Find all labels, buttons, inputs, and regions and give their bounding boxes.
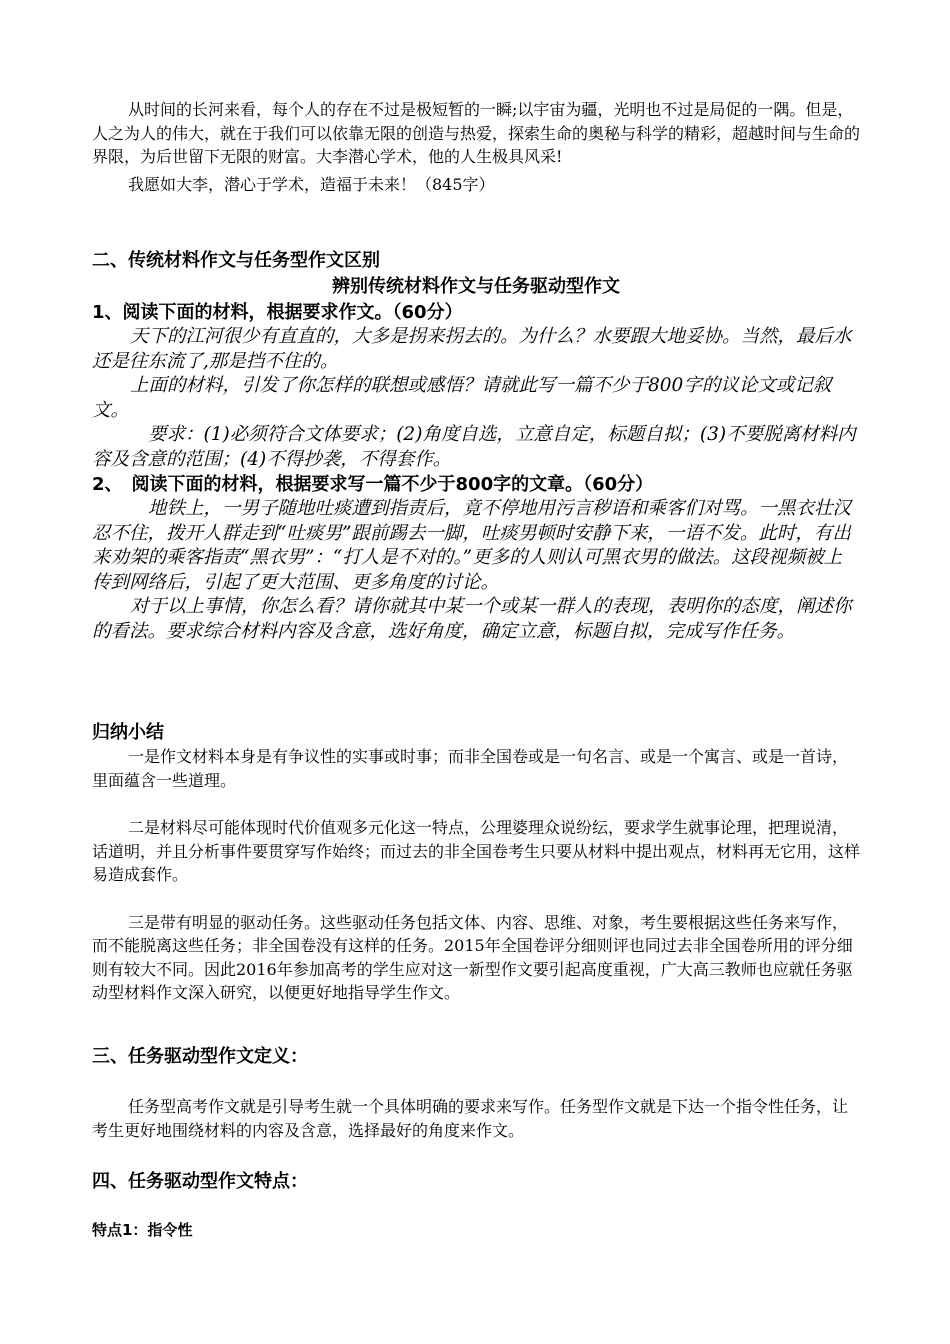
section-heading: 二、传统材料作文与任务型作文区别 xyxy=(92,250,380,271)
question-1-prompt: 上面的材料，引发了你怎样的联想或感悟？请就此写一篇不少于800字的议论文或记叙文。 xyxy=(92,375,832,421)
section-4-heading xyxy=(92,1170,860,1194)
question-2-block xyxy=(92,473,860,644)
intro-paragraph-1: 从时间的长河来看，每个人的存在不过是极短暂的一瞬;以宇宙为疆，光明也不过是局促的一隅。但是，人之为人的伟大，就在于我们可以依靠无限的创造与热爱，探索生命的奥秘与科学的精彩，超越时间与生命的界限，为后世留下无限的财富。大李潜心学术，他的人生极具风采! xyxy=(92,100,861,166)
section-heading: 四、任务驱动型作文特点： xyxy=(92,1171,308,1192)
section-3-heading xyxy=(92,1045,860,1069)
feature-label: 特点1：指令性 xyxy=(92,1221,193,1239)
question-2-heading: 2、 阅读下面的材料，根据要求写一篇不少于800字的文章。（60分） xyxy=(92,474,654,495)
summary-point-1: 一是作文材料本身是有争议性的实事或时事；而非全国卷或是一句名言、或是一个寓言、或是一首诗，里面蕴含一些道理。 xyxy=(92,747,849,790)
summary-heading: 归纳小结 xyxy=(92,722,164,743)
summary-block xyxy=(92,721,860,1005)
feature-1-label xyxy=(92,1220,860,1240)
summary-point-3: 三是带有明显的驱动任务。这些驱动任务包括文体、内容、思维、对象，考生要根据这些任务来写作，而不能脱离这些任务；非全国卷没有这样的任务。2015年全国卷评分细则评也同过去非全国卷所用的评分细则有较大不同。因此2016年参加高考的学生应对这一新型作文要引起高度重视，广大高三教师也应就任务驱动型材料作文深入研究，以便更好地指导学生作文。 xyxy=(92,912,853,1002)
subtitle: 辨别传统材料作文与任务驱动型作文 xyxy=(332,276,620,297)
question-2-material: 地铁上，一男子随地吐痰遭到指责后，竟不停地用污言秽语和乘客们对骂。一黑衣壮汉忍不住，拨开人群走到“吐痰男”跟前踢去一脚，吐痰男顿时安静下来，一语不发。此时，有出来劝架的乘客指责“黑衣男”：“打人是不对的。”更多的人则认可黑衣男的做法。这段视频被上传到网络后，引起了更大范围、更多角度的讨论。 xyxy=(92,498,852,593)
section-3-paragraph: 任务型高考作文就是引导考生就一个具体明确的要求来写作。任务型作文就是下达一个指令性任务，让考生更好地围绕材料的内容及含意，选择最好的角度来作文。 xyxy=(92,1097,849,1140)
question-1-material: 天下的江河很少有直直的，大多是拐来拐去的。为什么？水要跟大地妥协。当然，最后水还是往东流了,那是挡不住的。 xyxy=(92,326,852,372)
section-2-heading xyxy=(92,249,860,273)
question-2-prompt: 对于以上事情，你怎么看？请你就其中某一个或某一群人的表现，表明你的态度，阐述你的看法。要求综合材料内容及含意，选好角度，确定立意，标题自拟，完成写作任务。 xyxy=(92,596,852,642)
summary-point-2: 二是材料尽可能体现时代价值观多元化这一特点，公理婆理众说纷纭，要求学生就事论理，把理说清，话道明，并且分析事件要贯穿写作始终；而过去的非全国卷考生只要从材料中提出观点，材料再无它用，这样易造成套作。 xyxy=(92,818,861,884)
section-2-subtitle xyxy=(92,275,860,299)
intro-paragraph-2: 我愿如大李，潜心于学术，造福于未来！（845字） xyxy=(128,174,495,194)
question-1-heading: 1、阅读下面的材料，根据要求作文。（60分） xyxy=(92,302,463,323)
intro-block xyxy=(92,98,860,196)
section-heading: 三、任务驱动型作文定义： xyxy=(92,1046,308,1067)
question-1-block xyxy=(92,301,860,472)
question-1-requirements: 要求：(1)必须符合文体要求；(2)角度自选，立意自定，标题自拟；(3)不要脱离材料内容及含意的范围；(4)不得抄袭，不得套作。 xyxy=(92,424,856,470)
section-3-body xyxy=(92,1095,860,1142)
